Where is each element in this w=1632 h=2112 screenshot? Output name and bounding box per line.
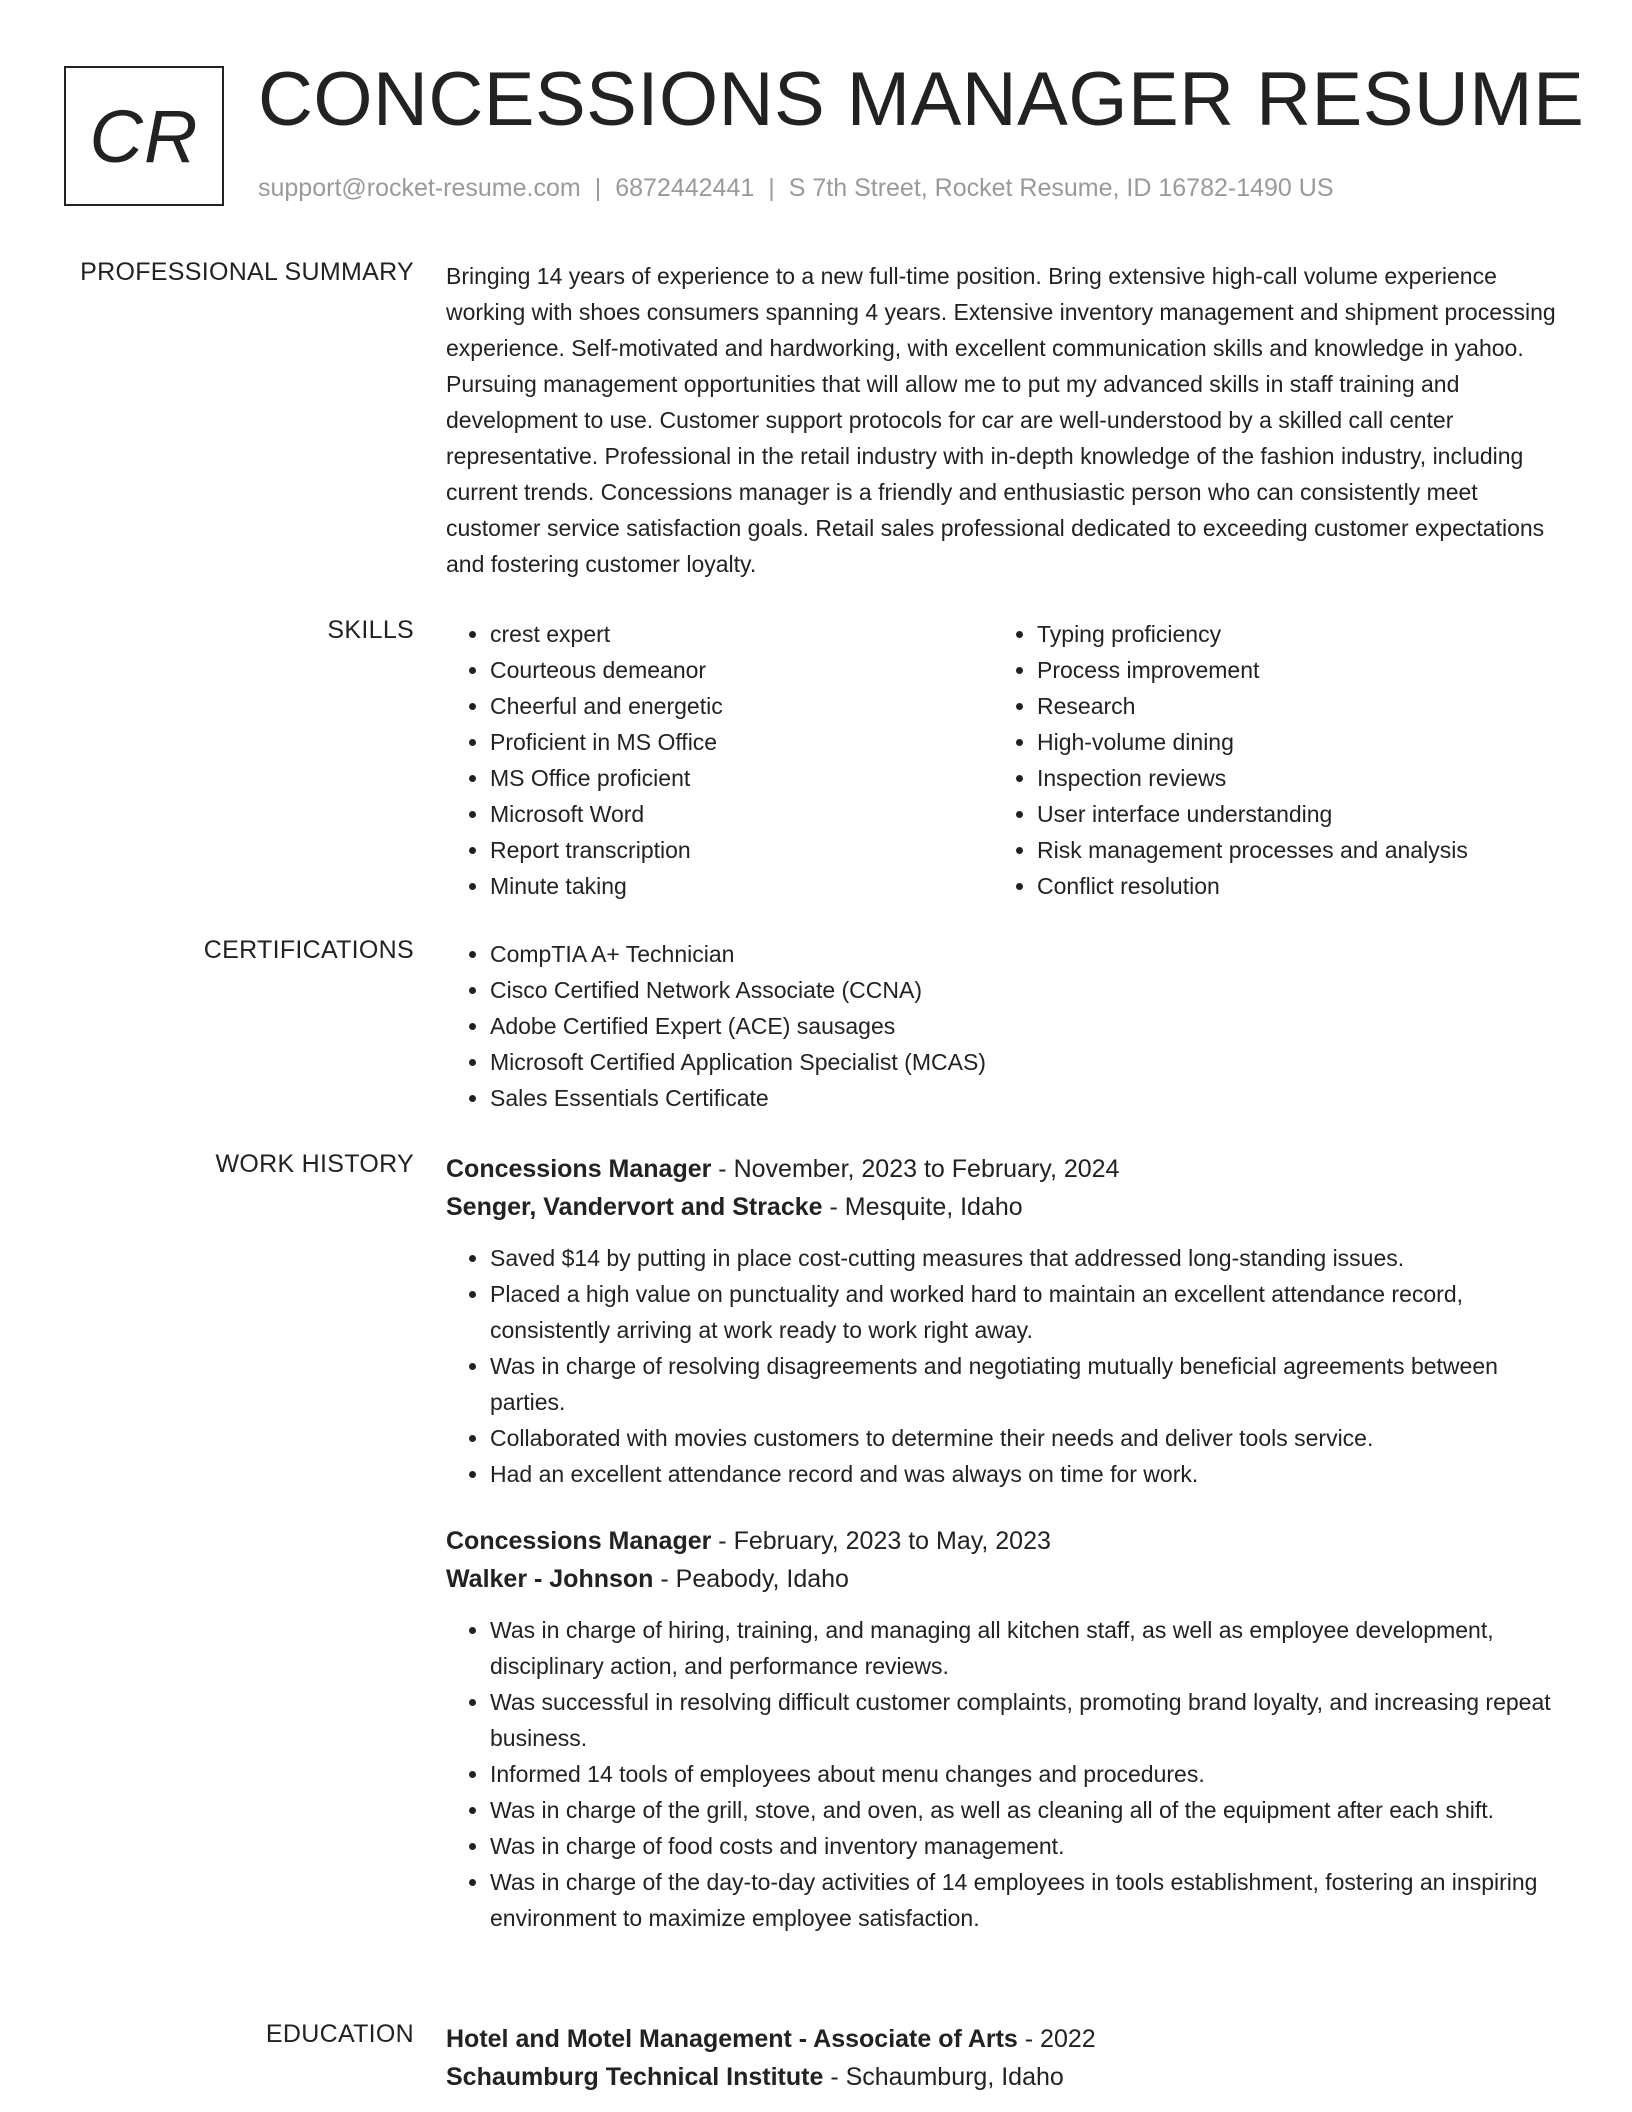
summary-text: Bringing 14 years of experience to a new full-time position. Bring extensive high-call volume experience working with shoes consumers spanning 4 years. Extensive inventory management and shipment processing experience. Self-motivated and hardworking, with excellent communication skills and knowledge in yahoo. Pursuing management opportunities that will allow me to put my advanced skills in staff training and development to use. Customer support protocols for car are well-understood by a skilled call center representative. Professional in the retail industry with in-depth knowledge of the fashion industry, including current trends. Concessions manager is a friendly and enthusiastic person who can consistently meet customer service satisfaction goals. Retail sales professional dedicated to exceeding customer expectations and fostering customer loyalty.	[446, 263, 1556, 577]
education-heading: EDUCATION	[265, 2020, 414, 2048]
list-item: • Informed 14 tools of employees about menu changes and procedures.	[490, 1756, 1556, 1792]
list-item: • Was in charge of the grill, stove, and oven, as well as cleaning all of the equipment after each shift.	[490, 1792, 1556, 1828]
list-item: • Had an excellent attendance record and was always on time for work.	[490, 1456, 1556, 1492]
job-duties-list	[446, 1240, 1556, 1492]
job-dates: - February, 2023 to May, 2023	[711, 1527, 1051, 1555]
list-item: • Collaborated with movies customers to determine their needs and deliver tools service.	[490, 1420, 1556, 1456]
job-entry	[446, 1522, 1556, 1936]
job-title-line	[446, 1150, 1556, 1188]
company-name: Senger, Vandervort and Stracke	[446, 1193, 823, 1221]
list-item: • Cisco Certified Network Associate (CCNA)	[490, 972, 1556, 1008]
list-item: • Was in charge of food costs and inventory management.	[490, 1828, 1556, 1864]
job-company-line	[446, 1560, 1556, 1598]
list-item: • crest expert	[490, 616, 993, 652]
company-name: Walker - Johnson	[446, 1565, 654, 1593]
school-name: Schaumburg Technical Institute	[446, 2063, 824, 2091]
list-item: • Placed a high value on punctuality and worked hard to maintain an excellent attendance record, consistently arriving at work ready to work right away.	[490, 1276, 1556, 1348]
list-item: • Risk management processes and analysis	[1037, 832, 1540, 868]
list-item: • Process improvement	[1037, 652, 1540, 688]
list-item: • Saved $14 by putting in place cost-cutting measures that addressed long-standing issues.	[490, 1240, 1556, 1276]
list-item: • Typing proficiency	[1037, 616, 1540, 652]
work-history-heading: WORK HISTORY	[215, 1150, 414, 1178]
skills-list-left	[446, 616, 993, 904]
email: support@rocket-resume.com	[258, 174, 581, 202]
degree-line	[446, 2020, 1556, 2058]
certifications-heading: CERTIFICATIONS	[203, 936, 414, 964]
school-line	[446, 2058, 1556, 2096]
skills-columns	[446, 616, 1556, 904]
separator: |	[768, 174, 775, 202]
phone: 6872442441	[615, 174, 755, 202]
list-item: • MS Office proficient	[490, 760, 993, 796]
certifications-list	[446, 936, 1556, 1116]
list-item: • Microsoft Certified Application Specialist (MCAS)	[490, 1044, 1556, 1080]
resume-title: CONCESSIONS MANAGER RESUME	[258, 57, 1585, 142]
separator: |	[594, 174, 602, 202]
list-item: • Courteous demeanor	[490, 652, 993, 688]
list-item: • Minute taking	[490, 868, 993, 904]
list-item: • User interface understanding	[1037, 796, 1540, 832]
list-item: • Was successful in resolving difficult customer complaints, promoting brand loyalty, and increasing repeat business.	[490, 1684, 1556, 1756]
job-company-line	[446, 1188, 1556, 1226]
list-item: • Cheerful and energetic	[490, 688, 993, 724]
list-item: • Was in charge of hiring, training, and managing all kitchen staff, as well as employee development, disciplinary action, and performance reviews.	[490, 1612, 1556, 1684]
list-item: • Proficient in MS Office	[490, 724, 993, 760]
list-item: • Was in charge of the day-to-day activities of 14 employees in tools establishment, fostering an inspiring environment to maximize employee satisfaction.	[490, 1864, 1556, 1936]
list-item: • Report transcription	[490, 832, 993, 868]
degree: Hotel and Motel Management - Associate of Arts	[446, 2025, 1018, 2053]
summary-heading: PROFESSIONAL SUMMARY	[80, 258, 414, 286]
school-location: - Schaumburg, Idaho	[823, 2063, 1064, 2091]
list-item: • High-volume dining	[1037, 724, 1540, 760]
contact-line	[258, 174, 1334, 203]
list-item: • Adobe Certified Expert (ACE) sausages	[490, 1008, 1556, 1044]
graduation-year: - 2022	[1017, 2025, 1096, 2053]
skills-list-right	[993, 616, 1540, 904]
job-title-line	[446, 1522, 1556, 1560]
job-dates: - November, 2023 to February, 2024	[711, 1155, 1120, 1183]
job-entry	[446, 1150, 1556, 1492]
company-location: - Mesquite, Idaho	[822, 1193, 1023, 1221]
list-item: • Microsoft Word	[490, 796, 993, 832]
skills-heading: SKILLS	[327, 616, 414, 644]
list-item: • CompTIA A+ Technician	[490, 936, 1556, 972]
address: S 7th Street, Rocket Resume, ID 16782-1490 US	[788, 174, 1334, 202]
job-title: Concessions Manager	[446, 1527, 712, 1555]
company-location: - Peabody, Idaho	[653, 1565, 849, 1593]
list-item: • Inspection reviews	[1037, 760, 1540, 796]
list-item: • Research	[1037, 688, 1540, 724]
job-title: Concessions Manager	[446, 1155, 712, 1183]
monogram: CR	[64, 66, 224, 206]
list-item: • Sales Essentials Certificate	[490, 1080, 1556, 1116]
list-item: • Conflict resolution	[1037, 868, 1540, 904]
list-item: • Was in charge of resolving disagreements and negotiating mutually beneficial agreements between parties.	[490, 1348, 1556, 1420]
job-duties-list	[446, 1612, 1556, 1936]
